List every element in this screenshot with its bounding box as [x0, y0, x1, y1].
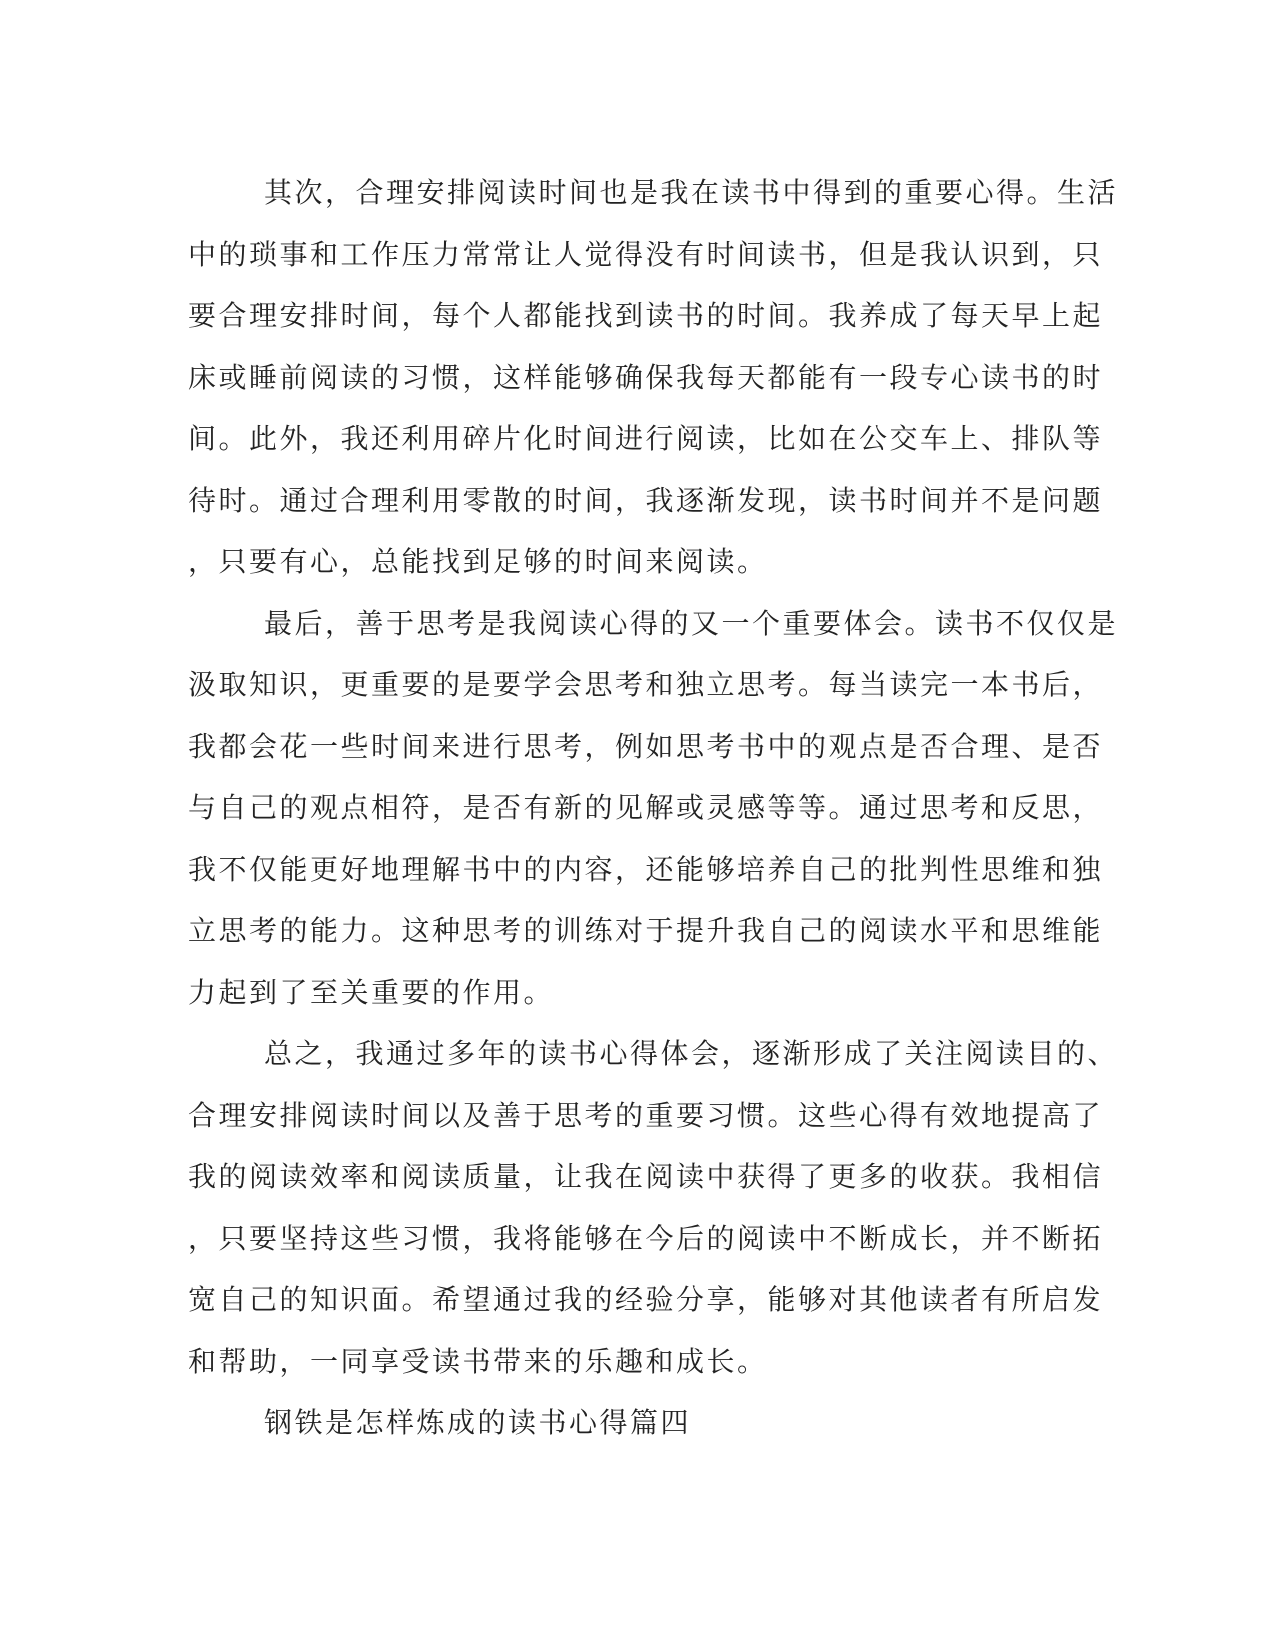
text-line: 宽自己的知识面。希望通过我的经验分享，能够对其他读者有所启发 — [188, 1283, 1104, 1316]
section-heading: 钢铁是怎样炼成的读书心得篇四 — [264, 1406, 692, 1439]
text-line: 其次，合理安排阅读时间也是我在读书中得到的重要心得。生活 — [264, 176, 1119, 209]
text-line: ，只要有心，总能找到足够的时间来阅读。 — [188, 545, 768, 578]
text-line: 我的阅读效率和阅读质量，让我在阅读中获得了更多的收获。我相信 — [188, 1160, 1104, 1193]
document-body — [188, 162, 1119, 1454]
text-line: 总之，我通过多年的读书心得体会，逐渐形成了关注阅读目的、 — [264, 1037, 1119, 1070]
paragraph-thinking — [188, 593, 1119, 1024]
text-line: 和帮助，一同享受读书带来的乐趣和成长。 — [188, 1344, 768, 1378]
text-line: 力起到了至关重要的作用。 — [188, 975, 555, 1009]
text-line: 我都会花一些时间来进行思考，例如思考书中的观点是否合理、是否 — [188, 729, 1104, 763]
text-line: 立思考的能力。这种思考的训练对于提升我自己的阅读水平和思维能 — [188, 914, 1104, 947]
text-line: 合理安排阅读时间以及善于思考的重要习惯。这些心得有效地提高了 — [188, 1098, 1104, 1132]
text-line: 我不仅能更好地理解书中的内容，还能够培养自己的批判性思维和独 — [188, 852, 1104, 886]
text-line: 中的琐事和工作压力常常让人觉得没有时间读书，但是我认识到，只 — [188, 237, 1104, 271]
text-line: 间。此外，我还利用碎片化时间进行阅读，比如在公交车上、排队等 — [188, 422, 1104, 455]
text-line: 汲取知识，更重要的是要学会思考和独立思考。每当读完一本书后， — [188, 668, 1104, 701]
paragraph-conclusion — [188, 1023, 1119, 1392]
text-line: 与自己的观点相符，是否有新的见解或灵感等等。通过思考和反思， — [188, 791, 1104, 824]
paragraph-reading-time — [188, 162, 1119, 593]
text-line: ，只要坚持这些习惯，我将能够在今后的阅读中不断成长，并不断拓 — [188, 1221, 1104, 1255]
text-line: 最后，善于思考是我阅读心得的又一个重要体会。读书不仅仅是 — [264, 606, 1119, 640]
text-line: 床或睡前阅读的习惯，这样能够确保我每天都能有一段专心读书的时 — [188, 360, 1104, 394]
text-line: 待时。通过合理利用零散的时间，我逐渐发现，读书时间并不是问题 — [188, 483, 1104, 517]
text-line: 要合理安排时间，每个人都能找到读书的时间。我养成了每天早上起 — [188, 299, 1104, 332]
